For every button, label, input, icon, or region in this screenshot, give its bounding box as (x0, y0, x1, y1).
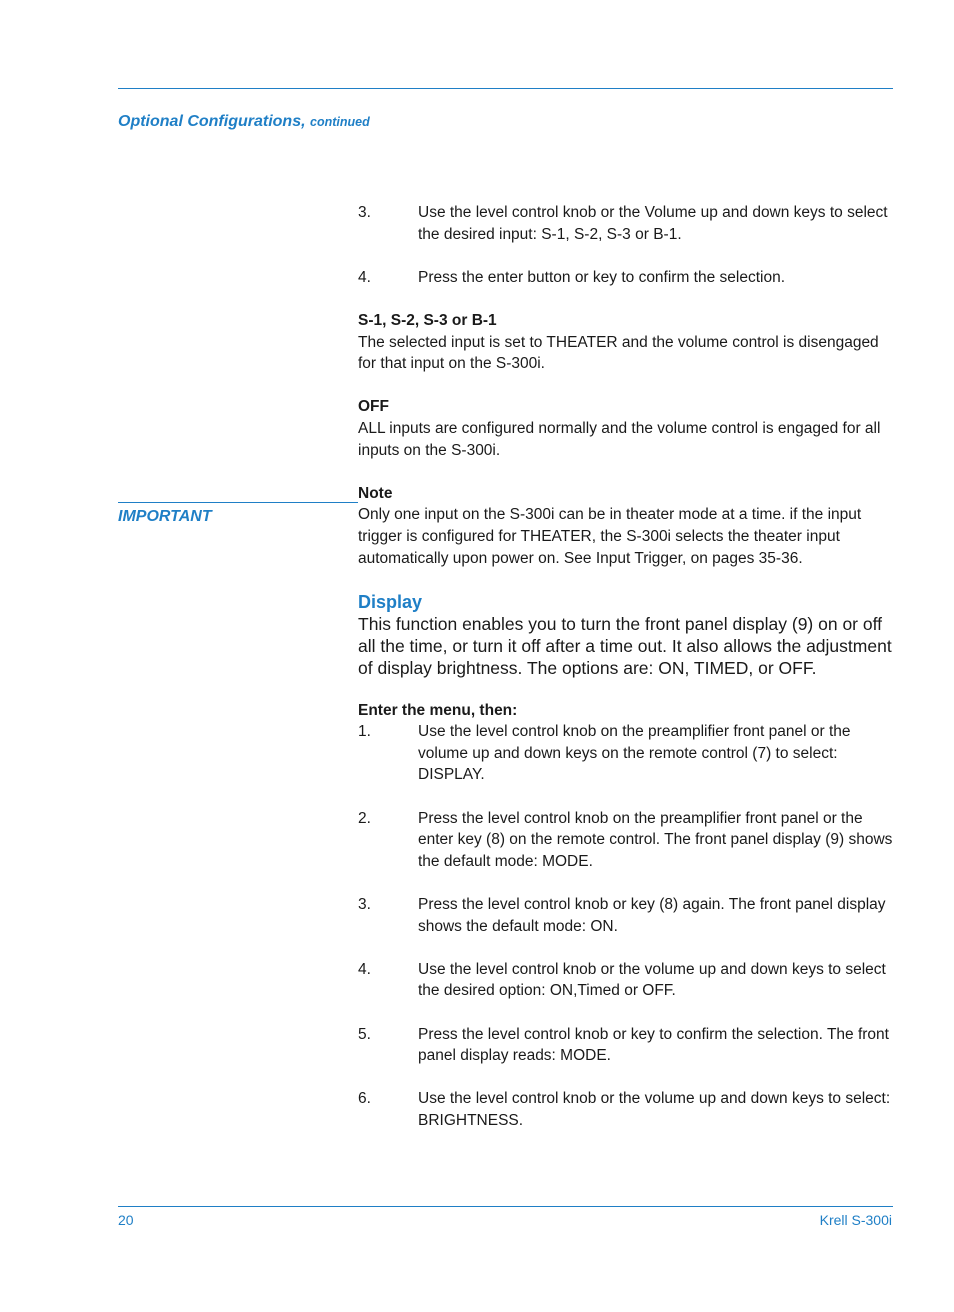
menu-heading: Enter the menu, then: (358, 701, 518, 719)
note-text: Only one input on the S-300i can be in theater mode at a time. if the input trigger is configured for THEATER, the S-300i selects the theater input automatically upon power on. See Input Trigger, on pages 35-36. (358, 506, 862, 567)
step-number: 6. (358, 1090, 371, 1108)
section-title: Optional Configurations, (118, 113, 306, 130)
off-option-block (358, 396, 893, 461)
list-item (358, 267, 893, 289)
page-number: 20 (118, 1212, 134, 1228)
step-text: Press the level control knob or key to confirm the selection. The front panel display reads: MODE. (418, 1025, 889, 1065)
step-text: Press the level control knob on the preamplifier front panel or the enter key (8) on the remote control. The front panel display (9) shows the default mode: MODE. (418, 809, 893, 870)
footer-rule (118, 1206, 893, 1207)
important-rule (118, 502, 358, 503)
off-option-heading: OFF (358, 398, 389, 416)
step-text: Use the level control knob or the Volume up and down keys to select the desired input: S-1, S-2, S-3 or B-1. (418, 204, 888, 243)
main-content (358, 202, 893, 1153)
step-number: 3. (358, 204, 371, 221)
step-text: Use the level control knob or the volume up and down keys to select the desired option: ON,Timed or OFF. (418, 960, 886, 1000)
step-text: Press the level control knob or key (8) again. The front panel display shows the default mode: ON. (418, 896, 886, 935)
s-option-block (358, 310, 893, 375)
continued-label: continued (310, 115, 370, 129)
list-item (358, 202, 893, 245)
step-text: Use the level control knob on the preamplifier front panel or the volume up and down keys on the remote control (7) to select: DISPLAY. (418, 723, 851, 784)
step-number: 3. (358, 896, 371, 914)
step-number: 2. (358, 809, 371, 827)
step-text: Press the enter button or key to confirm the selection. (418, 268, 786, 286)
list-item (358, 959, 893, 1002)
list-item (358, 1088, 893, 1131)
list-item (358, 808, 893, 873)
list-item (358, 721, 893, 786)
section-header (118, 113, 370, 131)
step-text: Use the level control knob or the volume up and down keys to select: BRIGHTNESS. (418, 1090, 891, 1129)
display-description: This function enables you to turn the front panel display (9) on or off all the time, or turn it off after a time out. It also allows the adjustment of display brightness. The options are: ON, TIMED, or OFF. (358, 613, 892, 678)
step-number: 4. (358, 960, 371, 978)
header-rule (118, 88, 893, 89)
off-option-text: ALL inputs are configured normally and the volume control is engaged for all inputs on the S-300i. (358, 419, 881, 459)
list-item (358, 894, 893, 937)
s-option-heading: S-1, S-2, S-3 or B-1 (358, 311, 497, 329)
step-number: 5. (358, 1025, 371, 1043)
s-option-text: The selected input is set to THEATER and the volume control is disengaged for that input on the S-300i. (358, 333, 879, 373)
step-number: 4. (358, 268, 371, 286)
product-name: Krell S-300i (819, 1212, 892, 1228)
display-heading: Display (358, 591, 423, 612)
list-item (358, 1024, 893, 1067)
important-label: IMPORTANT (118, 508, 212, 525)
note-heading: Note (358, 484, 393, 502)
step-number: 1. (358, 723, 371, 741)
note-block (358, 483, 893, 569)
